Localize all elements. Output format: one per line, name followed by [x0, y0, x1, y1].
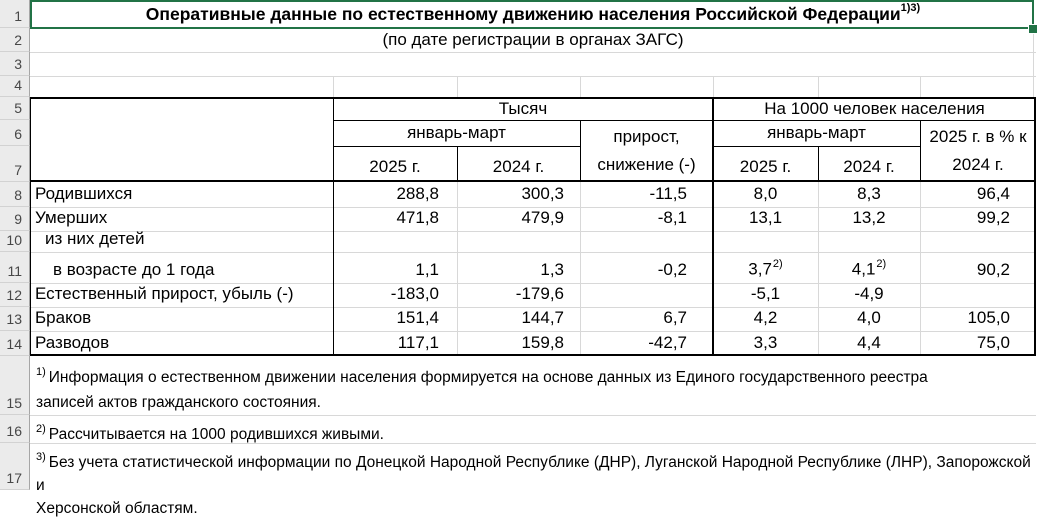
cell-value: 4,4 [857, 333, 881, 352]
table-cell[interactable] [457, 331, 580, 356]
cell-value: 288,8 [396, 184, 439, 203]
table-cell[interactable] [920, 331, 1036, 356]
table-cell[interactable] [713, 207, 818, 231]
table-cell[interactable] [333, 207, 457, 231]
table-border-line [333, 97, 334, 356]
header-2024-thousands[interactable] [457, 146, 580, 182]
table-cell[interactable] [713, 252, 818, 283]
row-label-text: Разводов [35, 333, 110, 352]
footnote-text: Информация о естественном движении населения формируется на основе данных из Единого государственного реестра [48, 369, 928, 387]
row-header-10[interactable]: 10 [0, 231, 30, 252]
row-header-1[interactable]: 1 [0, 0, 30, 28]
row-header-13[interactable]: 13 [0, 307, 30, 331]
header-label: 2024 г. [843, 157, 895, 176]
table-cell[interactable] [457, 307, 580, 331]
cell-value: 3,3 [753, 333, 778, 352]
header-label: На 1000 человек населения [764, 98, 985, 118]
title-footnote-marker: 1)3) [900, 1, 921, 14]
cell-value: 159,8 [521, 333, 564, 352]
table-border-line [712, 97, 714, 356]
table-border-line [818, 146, 819, 182]
row-header-11[interactable]: 11 [0, 252, 30, 283]
cell-value: 4,2 [753, 308, 778, 327]
table-cell[interactable] [580, 331, 713, 356]
row-label-divorces[interactable] [30, 331, 333, 356]
cell-value: 4,1$^{2)}$ [851, 258, 887, 279]
table-border-line [30, 97, 31, 356]
table-cell[interactable] [713, 182, 818, 207]
header-label: 2025 г. [369, 157, 421, 176]
header-2025-per1000[interactable] [713, 146, 818, 182]
row-label-deaths[interactable] [30, 207, 333, 231]
header-label: снижение (-) [597, 155, 696, 174]
footnote-text: Рассчитывается на 1000 родившихся живыми. [48, 426, 384, 444]
cell-value: -183,0 [390, 284, 439, 303]
cell-value: 8,0 [753, 184, 778, 203]
gridline [818, 76, 819, 97]
table-cell[interactable] [818, 207, 920, 231]
table-border-line [1034, 97, 1036, 356]
table-cell[interactable] [713, 307, 818, 331]
cell-value: 8,3 [857, 184, 881, 203]
header-group-thousands[interactable] [333, 97, 713, 120]
cell-value: 1,3 [540, 260, 564, 279]
cell-value: 6,7 [663, 308, 687, 327]
table-cell[interactable] [818, 182, 920, 207]
row-header-4[interactable]: 4 [0, 76, 30, 97]
cell-value: 479,9 [521, 208, 564, 227]
cell-value: 13,1 [748, 208, 783, 227]
cell-value: -5,1 [750, 284, 781, 303]
row-header-2[interactable]: 2 [0, 28, 30, 52]
table-cell[interactable] [920, 252, 1036, 283]
sheet-subtitle: (по дате регистрации в органах ЗАГС) [382, 30, 684, 49]
row-header-17[interactable]: 17 [0, 443, 30, 490]
table-border-line [30, 97, 1036, 99]
footnote-1[interactable] [30, 356, 1033, 415]
gridline [580, 76, 581, 97]
row-header-14[interactable]: 14 [0, 331, 30, 356]
table-border-line [713, 146, 920, 147]
table-cell[interactable] [713, 283, 818, 307]
cell-value: 90,2 [976, 260, 1010, 279]
row-header-6[interactable]: 6 [0, 120, 30, 146]
table-cell[interactable] [580, 252, 713, 283]
header-2025-thousands[interactable] [333, 146, 457, 182]
row-label-under-1-year[interactable] [30, 252, 333, 283]
footnote-marker: 3) [36, 451, 46, 463]
header-percent[interactable] [920, 120, 1036, 182]
row-label-of-them-children[interactable] [30, 231, 333, 252]
table-cell[interactable] [920, 207, 1036, 231]
cell-value: 117,1 [397, 333, 439, 352]
gridline [457, 76, 458, 97]
table-cell[interactable] [333, 331, 457, 356]
table-cell[interactable] [457, 252, 580, 283]
selection-fill-handle[interactable] [1028, 24, 1038, 34]
cell-footnote-marker: 2) [772, 258, 783, 271]
row-label-text: в возрасте до 1 года [53, 260, 215, 279]
header-period-thousands[interactable] [333, 120, 580, 146]
cell-value: 13,2 [852, 208, 886, 227]
gridline [920, 76, 921, 97]
table-cell[interactable] [333, 182, 457, 207]
cell-value: 105,0 [967, 308, 1010, 327]
cell-value: 75,0 [976, 333, 1010, 352]
table-cell[interactable] [818, 283, 920, 307]
row-label-births[interactable] [30, 182, 333, 207]
row-label-text: Естественный прирост, убыль (-) [35, 284, 294, 303]
header-change[interactable] [580, 120, 713, 182]
cell-value: -179,6 [515, 284, 564, 303]
header-label: 2024 г. [952, 155, 1004, 174]
footnote-3[interactable] [30, 443, 1033, 518]
header-label: 2024 г. [492, 157, 545, 176]
table-cell[interactable] [580, 207, 713, 231]
gridline [333, 76, 334, 97]
header-label: январь-март [767, 123, 866, 142]
row-header-8[interactable]: 8 [0, 182, 30, 207]
row-label-text: Умерших [35, 208, 108, 227]
table-border-line [30, 180, 1036, 182]
table-cell[interactable] [457, 182, 580, 207]
row-header-3[interactable]: 3 [0, 52, 30, 76]
table-cell[interactable] [818, 331, 920, 356]
header-label: Тысяч [498, 98, 548, 118]
header-label: прирост, [613, 127, 680, 146]
sheet-title: Оперативные данные по естественному движению населения Российской Федерации$^{1)3)}$ [145, 1, 921, 24]
footnote-text: Херсонской областям. [36, 500, 198, 518]
gridline [30, 76, 1036, 77]
table-border-line [457, 146, 458, 182]
cell-value: 4,0 [857, 308, 881, 327]
table-cell[interactable] [457, 283, 580, 307]
footnote-text: записей актов гражданского состояния. [36, 394, 321, 412]
table-cell[interactable] [818, 252, 920, 283]
cell-value: 1,1 [415, 260, 439, 279]
cell-value: 144,7 [521, 308, 564, 327]
table-cell[interactable] [713, 331, 818, 356]
cell-value: -4,9 [854, 284, 884, 303]
row-label-marriages[interactable] [30, 307, 333, 331]
sheet-subtitle-cell[interactable] [30, 28, 1036, 52]
table-cell[interactable] [580, 182, 713, 207]
row-label-text: из них детей [45, 229, 145, 248]
table-cell[interactable] [580, 307, 713, 331]
header-2024-per1000[interactable] [818, 146, 920, 182]
table-cell[interactable] [333, 283, 457, 307]
row-label-text: Браков [35, 308, 92, 327]
table-cell[interactable] [333, 252, 457, 283]
footnote-marker: 1) [36, 366, 46, 378]
cell-value: 99,2 [976, 208, 1010, 227]
footnote-text: Без учета статистической информации по Донецкой Народной Республике (ДНР), Луганской Народной Республике (ЛНР), Запорожской и [36, 454, 1031, 495]
row-label-text: Родившихся [35, 184, 133, 203]
gridline [1033, 28, 1034, 97]
cell-value: -8,1 [657, 208, 687, 227]
header-label: 2025 г. [739, 157, 792, 176]
header-group-per1000[interactable] [713, 97, 1036, 120]
header-label: январь-март [407, 123, 506, 142]
table-border-line [333, 120, 1036, 121]
cell-value: 300,3 [521, 184, 564, 203]
selection-border [30, 0, 1034, 29]
table-cell[interactable] [920, 182, 1036, 207]
header-label: 2025 г. в % к [929, 127, 1027, 146]
table-cell[interactable] [920, 307, 1036, 331]
cell-value: 96,4 [976, 184, 1010, 203]
table-cell[interactable] [333, 307, 457, 331]
gridline [30, 52, 1036, 53]
row-header-7[interactable]: 7 [0, 146, 30, 182]
table-cell[interactable] [457, 207, 580, 231]
cell-value: -42,7 [648, 333, 687, 352]
footnote-2[interactable] [30, 415, 1033, 443]
table-border-line [920, 120, 921, 182]
row-header-9[interactable]: 9 [0, 207, 30, 231]
cell-value: -0,2 [657, 260, 687, 279]
gridline [713, 76, 714, 97]
cell-value: 3,7$^{2)}$ [748, 258, 783, 279]
cell-value: -11,5 [649, 184, 687, 203]
footnote-marker: 2) [36, 423, 46, 435]
header-period-per1000[interactable] [713, 120, 920, 146]
table-cell[interactable] [818, 307, 920, 331]
row-header-16[interactable]: 16 [0, 415, 30, 443]
row-header-15[interactable]: 15 [0, 356, 30, 415]
cell-value: 151,4 [396, 308, 439, 327]
cell-footnote-marker: 2) [876, 258, 887, 271]
table-border-line [580, 120, 581, 182]
cell-value: 471,8 [396, 208, 439, 227]
row-header-5[interactable]: 5 [0, 97, 30, 120]
row-label-natural-increase[interactable] [30, 283, 333, 307]
row-header-12[interactable]: 12 [0, 283, 30, 307]
